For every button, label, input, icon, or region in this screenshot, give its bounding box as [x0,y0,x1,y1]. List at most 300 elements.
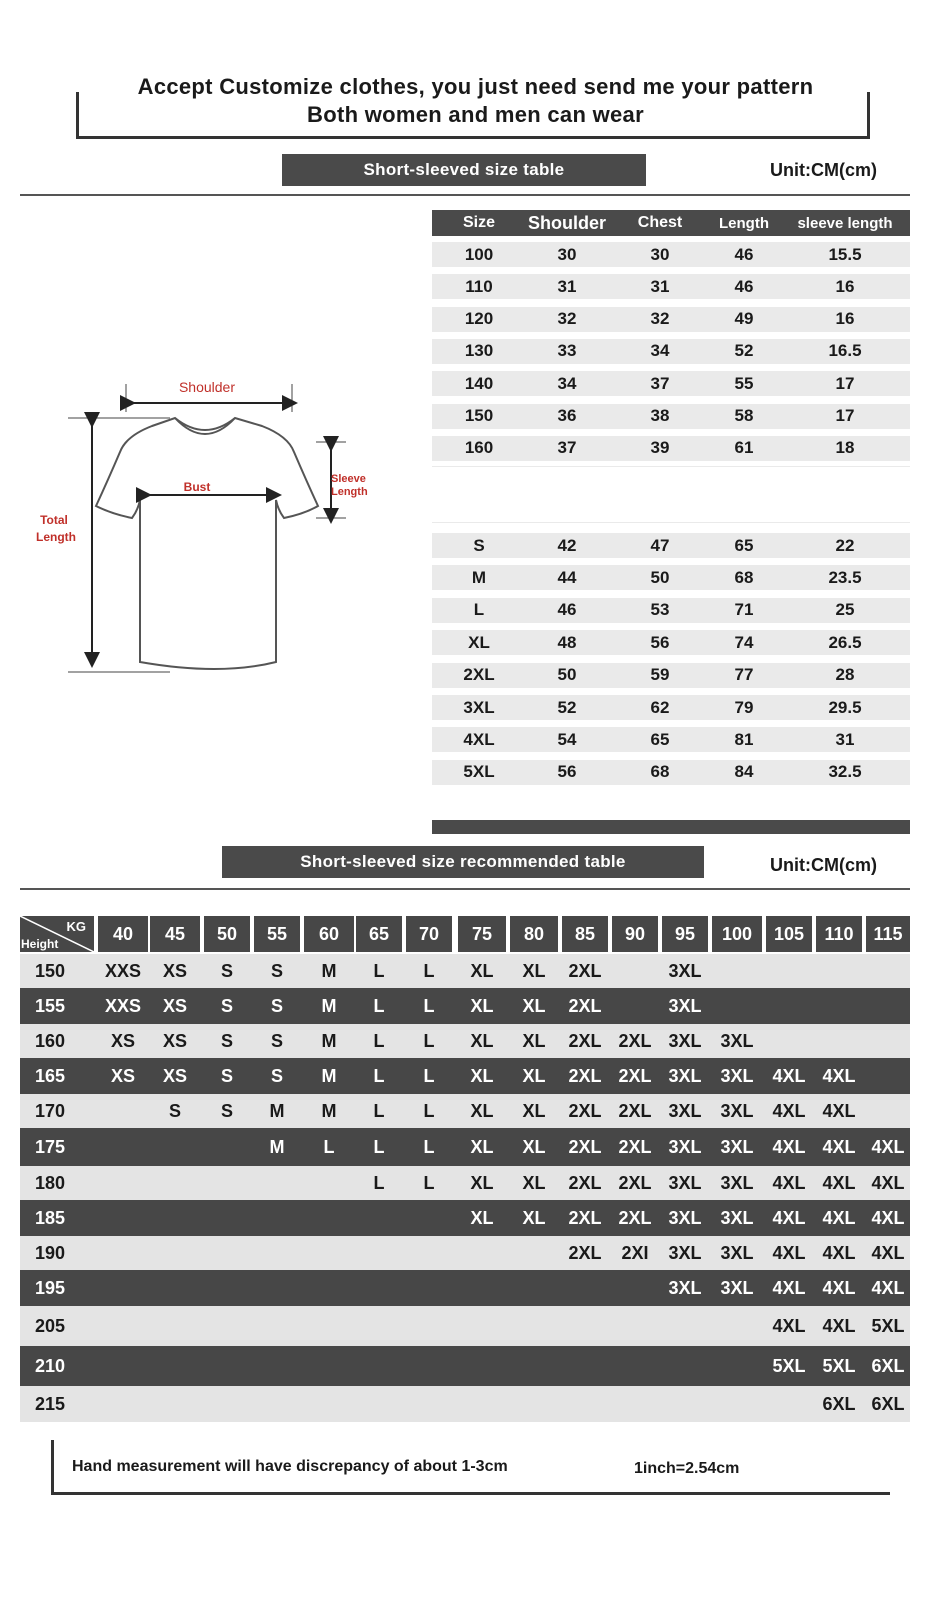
rec-size-cell [304,1386,354,1422]
rec-size-cell [150,1128,200,1166]
size-table-unit: Unit:CM(cm) [770,160,877,180]
rec-size-cell: XL [522,1030,546,1051]
rec-size-cell [766,988,812,1024]
rec-size-cell: XL [470,1172,494,1193]
rec-size-cell: 2XI [621,1242,649,1263]
rec-size-cell: 4XL [772,1065,806,1086]
rec-size-cell: 2XL [568,1172,602,1193]
rec-size-cell: L [423,995,435,1016]
corner-kg: KG [66,919,86,934]
size-cell-chest: 34 [650,341,670,361]
size-table-header [432,210,910,236]
rec-size-cell: XL [522,960,546,981]
rec-size-cell: XS [162,1065,187,1086]
size-cell-shoulder: 36 [557,406,577,425]
rec-size-cell: L [373,1172,385,1193]
rec-size-cell: XL [470,1100,494,1121]
size-cell-length: 61 [734,438,754,458]
rec-size-cell [458,1306,506,1346]
rec-size-cell [98,1306,148,1346]
rec-size-cell: 4XL [822,1172,856,1193]
label-total-1: Total [40,513,68,527]
rec-size-cell [150,1306,200,1346]
size-cell-shoulder: 44 [557,567,577,587]
rec-size-cell [458,1236,506,1270]
rec-size-cell: XL [522,995,546,1016]
size-cell-chest: 62 [650,697,670,717]
rec-size-cell: XL [470,995,494,1016]
rec-size-cell [150,1346,200,1386]
rec-size-cell: 3XL [668,1277,702,1298]
rec-row [20,1306,910,1346]
rec-size-cell: 3XL [668,960,702,981]
rec-size-cell [304,1270,354,1306]
rec-size-cell: 4XL [871,1207,905,1228]
rec-size-cell: L [423,1065,435,1086]
rec-size-cell [204,1128,250,1166]
rec-size-cell: 2XL [568,960,602,981]
size-cell-shoulder: 31 [557,276,577,296]
rec-size-cell: 3XL [720,1207,754,1228]
rec-size-cell [712,1306,762,1346]
rec-size-cell [562,1270,608,1306]
kg-header-cell: 65 [356,916,402,952]
size-row [432,404,910,429]
rec-height-cell: 175 [34,1136,66,1157]
size-cell-length: 84 [734,762,754,782]
rec-size-cell: M [269,1100,285,1121]
size-cell-length: 46 [734,244,754,264]
rec-size-cell: 4XL [822,1315,856,1336]
size-row [432,565,910,590]
rec-row [20,1236,910,1270]
rec-size-cell [662,1386,708,1422]
rec-row [20,1166,910,1200]
label-total-2: Length [36,530,76,544]
rec-size-cell: M [321,960,337,981]
col-sleeve-length: sleeve length [797,214,893,232]
rec-size-cell: 4XL [822,1100,856,1121]
rec-size-cell: 6XL [871,1355,905,1376]
rec-size-cell: 3XL [668,995,702,1016]
rec-size-cell: 4XL [822,1207,856,1228]
rec-size-cell: S [220,1065,233,1086]
rec-size-cell: S [220,995,233,1016]
rec-size-cell: XS [110,1065,135,1086]
size-cell-size: XL [468,632,490,652]
rec-height-cell: 185 [34,1207,66,1228]
size-cell-sleeve: 17 [835,406,855,425]
rec-size-cell [766,954,812,988]
rec-size-cell [150,1166,200,1200]
rec-size-cell: 2XL [618,1207,652,1228]
rec-height-cell: 160 [34,1030,66,1051]
rec-size-cell: XXS [104,995,142,1016]
rec-size-cell: L [373,1100,385,1121]
rec-size-cell [866,954,910,988]
size-cell-chest: 31 [650,276,670,296]
rec-size-cell: S [270,1030,283,1051]
rec-size-cell [510,1270,558,1306]
rec-size-cell [816,988,862,1024]
size-row [432,598,910,623]
rec-size-cell [98,1270,148,1306]
rec-size-cell [356,1236,402,1270]
size-cell-chest: 68 [650,762,670,782]
kg-header-cell: 95 [662,916,708,952]
rec-row [20,1058,910,1094]
rec-size-cell [204,1200,250,1236]
rec-size-cell: M [269,1136,285,1157]
rec-row [20,1386,910,1422]
rec-size-cell: 6XL [822,1393,856,1414]
size-row [432,630,910,655]
rec-size-cell: 2XL [568,1242,602,1263]
rec-size-cell: 4XL [871,1277,905,1298]
rec-size-cell [458,1270,506,1306]
rec-height-cell: 205 [34,1315,66,1336]
label-bust: Bust [183,480,211,494]
kg-header-cell: 115 [866,916,910,952]
rec-size-cell [254,1306,300,1346]
rec-size-cell: M [321,1065,337,1086]
tshirt-diagram [20,370,390,690]
rec-size-cell [204,1270,250,1306]
rec-size-cell [458,1346,506,1386]
size-cell-sleeve: 29.5 [828,697,862,717]
header-line-1: Accept Customize clothes, you just need send me your pattern [137,74,814,99]
rec-size-cell [254,1270,300,1306]
rec-size-cell: M [321,995,337,1016]
size-cell-shoulder: 32 [557,309,577,329]
rec-size-cell [254,1166,300,1200]
rec-size-cell: 4XL [822,1136,856,1157]
rec-row [20,1200,910,1236]
rec-size-cell [304,1236,354,1270]
rec-size-cell [98,1346,148,1386]
size-cell-shoulder: 46 [557,600,577,620]
size-cell-chest: 65 [650,729,670,749]
size-cell-sleeve: 23.5 [828,567,862,587]
rec-height-cell: 215 [34,1393,66,1414]
rec-size-cell [612,1346,658,1386]
header-line-2: Both women and men can wear [307,102,644,127]
size-cell-chest: 32 [650,309,670,329]
size-row [432,371,910,396]
rec-size-cell [204,1306,250,1346]
rec-size-cell: 4XL [772,1172,806,1193]
rec-size-cell [204,1166,250,1200]
rec-size-cell [662,1346,708,1386]
rec-size-cell [406,1236,452,1270]
rec-size-cell [204,1346,250,1386]
rec-size-cell: 4XL [822,1277,856,1298]
kg-header-cell: 110 [816,916,862,952]
rec-size-cell: 3XL [720,1136,754,1157]
rec-size-cell [204,1386,250,1422]
size-cell-sleeve: 16 [835,309,855,329]
size-cell-chest: 47 [650,535,670,555]
rec-size-cell: XS [110,1030,135,1051]
rec-size-cell: XL [522,1136,546,1157]
size-cell-size: S [473,535,485,555]
size-cell-shoulder: 48 [557,632,577,652]
rec-size-cell: 5XL [822,1355,856,1376]
size-cell-size: 4XL [463,729,495,749]
rec-size-cell: 4XL [822,1242,856,1263]
rec-size-cell [98,1200,148,1236]
rec-size-cell: 4XL [871,1242,905,1263]
rec-size-cell [562,1386,608,1422]
rec-size-cell: XS [162,1030,187,1051]
rec-height-cell: 165 [34,1065,66,1086]
rec-size-cell [866,988,910,1024]
footer-conversion: 1inch=2.54cm [634,1460,740,1477]
rec-size-cell: L [373,960,385,981]
rec-size-cell: 4XL [871,1172,905,1193]
section-rule-2 [20,888,910,890]
size-cell-chest: 59 [650,665,670,685]
kg-header-cell: 40 [98,916,148,952]
size-cell-sleeve: 17 [835,373,855,393]
rec-size-cell: XL [470,1065,494,1086]
rec-size-cell: XL [522,1207,546,1228]
size-cell-shoulder: 30 [557,244,577,264]
rec-size-cell: XL [470,960,494,981]
size-cell-chest: 39 [650,438,670,458]
rec-size-cell [612,1386,658,1422]
size-cell-length: 55 [734,373,754,393]
rec-size-cell: XL [522,1100,546,1121]
label-sleeve-1: Sleeve [331,473,366,485]
rec-size-cell: 4XL [822,1065,856,1086]
rec-size-cell [562,1346,608,1386]
rec-size-cell [406,1386,452,1422]
rec-size-cell: 2XL [568,1136,602,1157]
rec-corner-cell [20,916,94,952]
rec-size-cell [304,1200,354,1236]
size-row [432,242,910,267]
rec-row [20,1346,910,1386]
label-sleeve-2: Length [331,486,368,498]
rec-size-cell [866,1094,910,1128]
size-cell-length: 52 [734,341,754,361]
size-cell-shoulder: 42 [557,535,577,555]
rec-size-cell: S [220,960,233,981]
rec-row [20,1094,910,1128]
rec-size-cell: 3XL [720,1100,754,1121]
rec-size-cell [866,1024,910,1058]
rec-size-cell: 4XL [772,1136,806,1157]
size-cell-size: M [471,567,487,587]
size-table-gap-bottom [432,522,910,523]
rec-size-cell [254,1200,300,1236]
rec-size-cell [612,1270,658,1306]
rec-size-cell [510,1306,558,1346]
rec-size-cell [356,1306,402,1346]
rec-size-cell [304,1346,354,1386]
size-cell-chest: 50 [650,567,670,587]
size-cell-shoulder: 37 [557,438,577,458]
rec-size-cell [356,1386,402,1422]
rec-size-cell: 2XL [618,1172,652,1193]
rec-size-cell: XL [470,1207,494,1228]
rec-size-cell [766,1024,812,1058]
size-cell-shoulder: 34 [557,373,577,393]
rec-height-cell: 210 [34,1355,66,1376]
kg-header-cell: 105 [766,916,812,952]
rec-size-cell: 5XL [772,1355,806,1376]
size-row [432,695,910,720]
rec-size-cell: 4XL [772,1100,806,1121]
rec-size-cell: L [373,995,385,1016]
col-shoulder: Shoulder [527,212,606,233]
rec-table-unit: Unit:CM(cm) [770,855,877,875]
kg-header-cell: 60 [304,916,354,952]
rec-size-cell [662,1306,708,1346]
kg-header-cell: 55 [254,916,300,952]
kg-header-cell: 50 [204,916,250,952]
size-cell-sleeve: 22 [835,535,855,555]
rec-size-cell: S [270,960,283,981]
size-cell-chest: 56 [650,632,670,652]
rec-height-cell: 195 [34,1277,66,1298]
kg-header-cell: 70 [406,916,452,952]
rec-height-cell: 190 [34,1242,66,1263]
size-cell-sleeve: 18 [835,438,855,458]
rec-size-cell: 6XL [871,1393,905,1414]
size-cell-length: 46 [734,276,754,296]
rec-size-cell: 3XL [720,1065,754,1086]
size-cell-sleeve: 26.5 [828,632,862,652]
rec-size-cell [612,988,658,1024]
rec-size-cell: XL [522,1172,546,1193]
size-cell-size: 150 [464,406,494,425]
size-cell-size: 2XL [463,665,495,685]
rec-size-cell [98,1236,148,1270]
rec-size-cell [562,1306,608,1346]
rec-size-cell [510,1236,558,1270]
size-cell-shoulder: 50 [557,665,577,685]
rec-size-cell: XL [522,1065,546,1086]
rec-size-cell [712,1346,762,1386]
rec-size-cell [712,954,762,988]
rec-height-cell: 180 [34,1172,66,1193]
rec-size-cell: XS [162,960,187,981]
size-cell-sleeve: 31 [835,729,855,749]
rec-table-title: Short-sleeved size recommended table [222,846,704,878]
rec-size-cell: M [321,1100,337,1121]
rec-size-cell: 3XL [720,1242,754,1263]
rec-size-cell: 2XL [618,1030,652,1051]
size-cell-shoulder: 54 [557,729,577,749]
kg-header-cell: 100 [712,916,762,952]
rec-size-cell [98,1166,148,1200]
size-cell-size: 100 [464,244,494,264]
size-cell-size: 3XL [463,697,495,717]
rec-size-cell: S [270,1065,283,1086]
size-row [432,436,910,461]
rec-size-cell: XXS [104,960,142,981]
rec-row [20,1270,910,1306]
rec-size-cell [204,1236,250,1270]
size-cell-size: L [473,600,485,620]
rec-row [20,988,910,1024]
size-cell-sleeve: 25 [835,600,855,620]
rec-size-cell: M [321,1030,337,1051]
rec-size-cell [356,1346,402,1386]
rec-size-cell [406,1346,452,1386]
rec-size-cell: L [423,960,435,981]
rec-size-cell: XL [470,1136,494,1157]
size-row [432,307,910,332]
rec-size-cell [304,1166,354,1200]
size-cell-size: 160 [464,438,494,458]
rec-size-cell [406,1306,452,1346]
size-table-title: Short-sleeved size table [282,154,646,186]
section-rule-1 [20,194,910,196]
size-cell-length: 81 [734,729,754,749]
rec-size-cell [150,1236,200,1270]
size-cell-length: 58 [734,406,754,425]
rec-size-cell [98,1094,148,1128]
size-cell-shoulder: 56 [557,762,577,782]
size-cell-chest: 37 [650,373,670,393]
rec-size-cell [458,1386,506,1422]
rec-size-cell: 3XL [668,1030,702,1051]
rec-size-cell [254,1236,300,1270]
rec-size-cell [150,1386,200,1422]
rec-size-cell: 2XL [568,1065,602,1086]
rec-size-cell: 3XL [668,1242,702,1263]
size-cell-chest: 38 [650,406,670,425]
size-row [432,760,910,785]
rec-size-cell: L [373,1136,385,1157]
tshirt-outline [96,418,318,669]
rec-size-cell: L [423,1136,435,1157]
rec-size-cell: S [270,995,283,1016]
footer-note: Hand measurement will have discrepancy of about 1-3cm [72,1458,508,1475]
rec-size-cell [150,1200,200,1236]
kg-header-cell: 90 [612,916,658,952]
size-cell-length: 79 [734,697,754,717]
rec-size-cell [254,1386,300,1422]
rec-size-cell [98,1128,148,1166]
kg-header-cell: 75 [458,916,506,952]
size-table-gap-top [432,466,910,467]
size-cell-size: 110 [465,276,493,296]
size-cell-size: 130 [464,341,494,361]
rec-size-cell [150,1270,200,1306]
size-row [432,727,910,752]
rec-size-cell: 4XL [772,1277,806,1298]
rec-size-cell: 4XL [772,1207,806,1228]
size-cell-sleeve: 16 [835,276,855,296]
size-cell-length: 68 [734,567,754,587]
rec-size-cell [612,1306,658,1346]
rec-size-cell [356,1270,402,1306]
rec-size-cell [712,988,762,1024]
rec-size-cell [510,1346,558,1386]
rec-size-cell: 3XL [668,1065,702,1086]
rec-size-cell [406,1270,452,1306]
rec-size-cell [712,1386,762,1422]
size-cell-size: 120 [464,309,494,329]
size-cell-sleeve: 16.5 [828,341,862,361]
rec-size-cell: S [168,1100,181,1121]
size-cell-sleeve: 32.5 [828,762,862,782]
rec-size-cell: S [220,1030,233,1051]
